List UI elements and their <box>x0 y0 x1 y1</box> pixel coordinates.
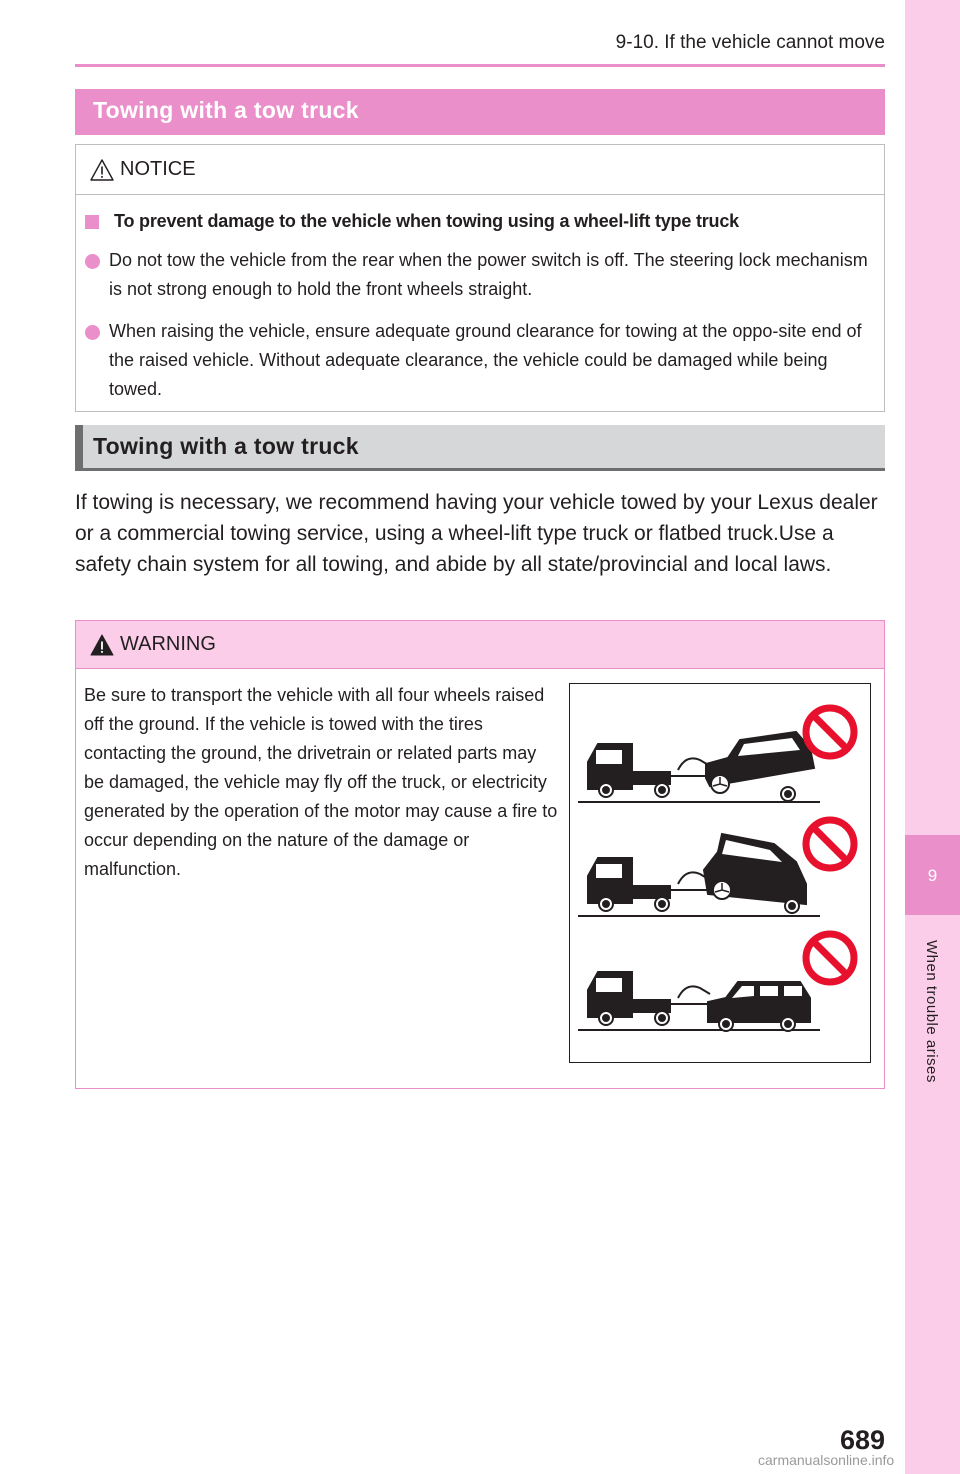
circle-bullet-icon <box>85 325 100 340</box>
warning-box <box>75 620 885 1089</box>
prohibited-sign-icon <box>806 820 854 868</box>
tow-scene-1 <box>578 732 820 802</box>
section-title: Towing with a tow truck <box>93 97 359 123</box>
warning-text: Be sure to transport the vehicle with all four wheels raised off the ground. If the vehicle is towed with the tires contacting the ground, the drivetrain or related parts may be damaged, the vehicle may fly off the truck, or electricity generated by the operation of the motor may cause a fire to occur depending on the nature of the damage or malfunction. <box>84 685 558 879</box>
square-bullet-icon <box>85 215 99 229</box>
tow-scene-3 <box>578 972 820 1031</box>
notice-header <box>76 145 884 195</box>
chapter-title: When trouble arises <box>923 940 940 1083</box>
notice-label: NOTICE <box>120 158 196 180</box>
warning-header <box>76 621 884 669</box>
notice-bullet-text: Do not tow the vehicle from the rear when the power switch is off. The steering lock mechanism is not strong enough to hold the front wheels straight. <box>109 250 868 299</box>
chapter-side-tab <box>905 0 960 1474</box>
chapter-number: 9 <box>927 866 938 885</box>
body-paragraph: If towing is necessary, we recommend having your vehicle towed by your Lexus dealer or a commercial towing service, using a wheel-lift type truck or flatbed truck.Use a safety chain system for all towing, and abide by all state/provincial and local laws. <box>75 491 878 576</box>
running-head: 9-10. If the vehicle cannot move <box>615 32 885 53</box>
notice-item-title: To prevent damage to the vehicle when towing using a wheel-lift type truck <box>114 211 739 231</box>
caution-triangle-icon <box>90 159 114 181</box>
prohibited-sign-icon <box>806 934 854 982</box>
section-bar-towing-1 <box>75 89 885 135</box>
warning-triangle-icon <box>90 634 114 656</box>
section-bar-towing-2 <box>75 425 885 471</box>
notice-box <box>75 144 885 412</box>
tow-scene-2 <box>578 834 820 916</box>
watermark: carmanualsonline.info <box>758 1452 895 1468</box>
page-number: 689 <box>839 1425 885 1455</box>
towing-illustration <box>569 683 871 1063</box>
towing-prohibited-illustration <box>570 684 869 1061</box>
warning-label: WARNING <box>120 633 216 655</box>
circle-bullet-icon <box>85 254 100 269</box>
section-title: Towing with a tow truck <box>93 433 359 459</box>
header-rule <box>75 64 885 67</box>
notice-bullet-text: When raising the vehicle, ensure adequate ground clearance for towing at the oppo-site end of the raised vehicle. Without adequate clearance, the vehicle could be damaged while being towed. <box>109 321 862 399</box>
prohibited-sign-icon <box>806 708 854 756</box>
